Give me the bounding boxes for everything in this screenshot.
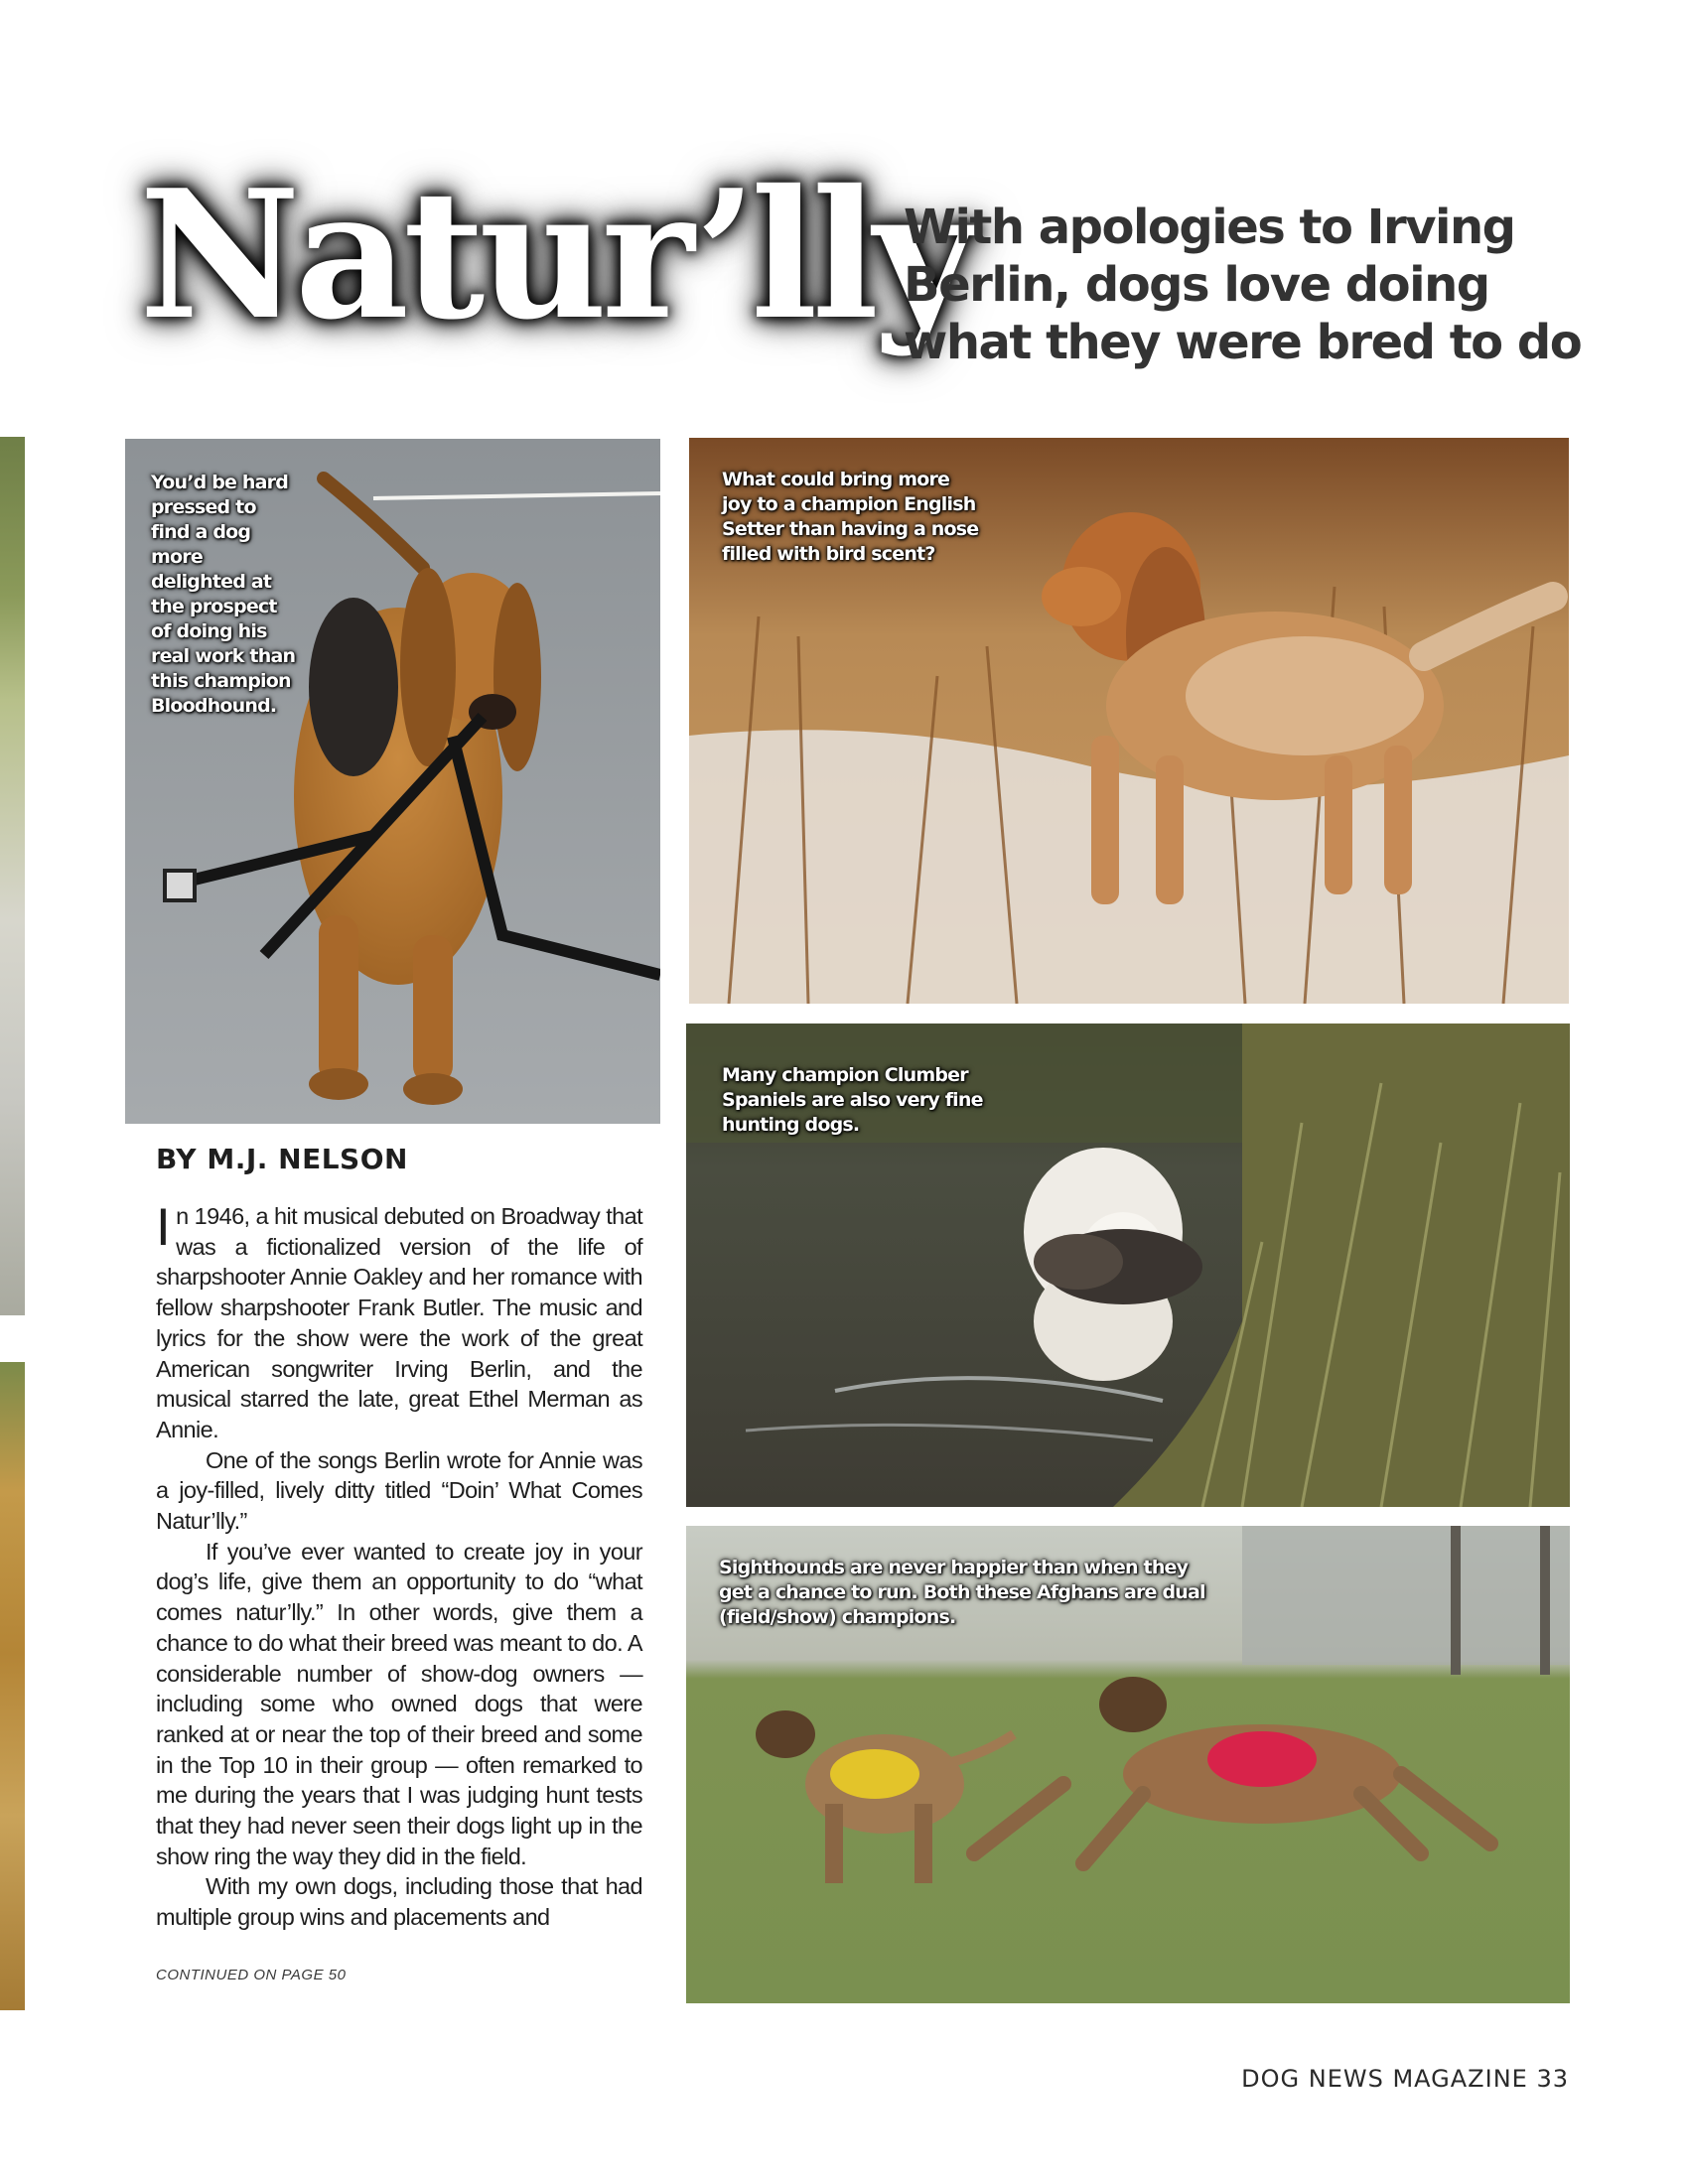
photo-bloodhound xyxy=(125,439,660,1124)
article-paragraph-4: With my own dogs, including those that had multiple group wins and placements and xyxy=(156,1873,642,1931)
caption-bloodhound: You’d be hard pressed to find a dog more delighted at the prospect of doing his real work than this champion Bloodhound. xyxy=(151,472,296,717)
headline: Natur’lly xyxy=(139,151,970,358)
caption-english-setter: What could bring more joy to a champion English Setter than having a nose filled with bird scent? xyxy=(722,469,979,565)
adjacent-page-photo-edge-top xyxy=(0,437,25,1315)
photo-clumber-spaniel xyxy=(686,1024,1570,1507)
caption-afghan-hounds: Sighthounds are never happier than when they get a chance to run. Both these Afghans are dual (field/show) champions. xyxy=(719,1557,1205,1628)
article-body xyxy=(156,1198,642,1933)
caption-clumber-spaniel: Many champion Clumber Spaniels are also very fine hunting dogs. xyxy=(722,1064,983,1136)
drop-cap: I xyxy=(156,1198,171,1257)
photo-afghan-hounds xyxy=(686,1526,1570,2003)
paragraph-1-text: n 1946, a hit musical debuted on Broadway that was a fictionalized version of the life of sharpshooter Annie Oakley and her romance with fellow sharpshooter Frank Butler. The music and lyrics for the show were the work of the great American songwriter Irving Berlin, and the musical starred the late, great Ethel Merman as Annie. xyxy=(156,1203,642,1442)
byline: BY M.J. NELSON xyxy=(156,1143,408,1175)
adjacent-page-photo-edge-bottom xyxy=(0,1362,25,2010)
article-paragraph-2: One of the songs Berlin wrote for Annie was a joy-filled, lively ditty titled “Doin’ What Comes Natur’lly.” xyxy=(156,1446,642,1535)
article-paragraph-1 xyxy=(156,1198,642,1445)
page-folio: DOG NEWS MAGAZINE 33 xyxy=(1241,2065,1569,2093)
article-paragraph-3: If you’ve ever wanted to create joy in your dog’s life, give them an opportunity to do “what comes natur’lly.” In other words, give them a chance to do what their breed was meant to do. A considerable number of show-dog owners — including some who owned dogs that were ranked at or near the top of their breed and some in the Top 10 in their group — often remarked to me during the years that I was judging hunt tests that they had never seen their dogs light up in the show ring the way they did in the field. xyxy=(156,1538,642,1869)
photo-english-setter xyxy=(689,438,1569,1004)
deck-subtitle: With apologies to Irving Berlin, dogs love doing what they were bred to do xyxy=(904,200,1582,370)
continued-jump-line: CONTINUED ON PAGE 50 xyxy=(156,1967,347,1983)
